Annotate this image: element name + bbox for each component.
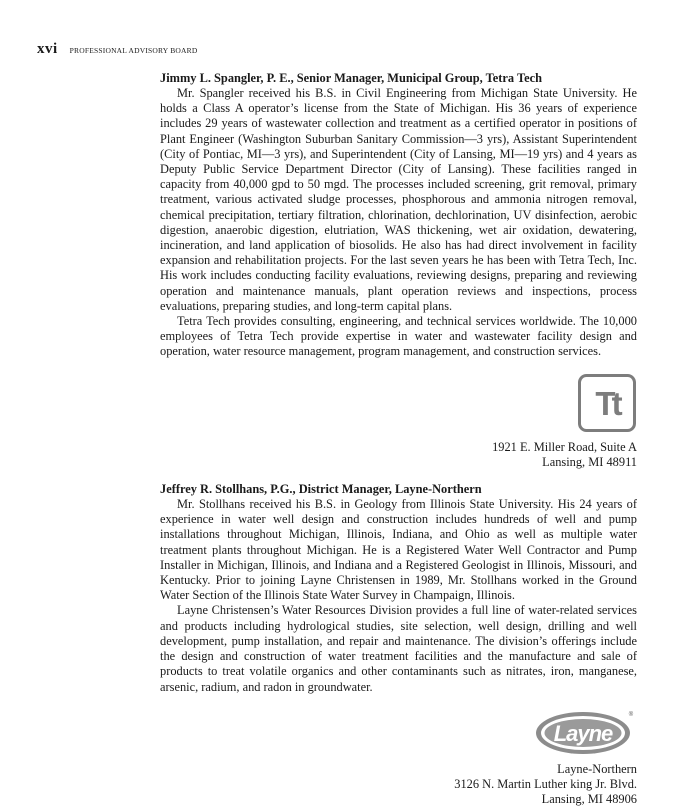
registered-mark: ® (628, 711, 634, 718)
bio-paragraph: Mr. Stollhans received his B.S. in Geology from Illinois State University. His 24 years of experience in water well design and construction includes hundreds of well and pump installations throughout Michigan, Illinois, Indiana, and Ohio as well as multiple water treatment plants throughout Michigan. He is a Registered Water Well Contractor and Pump Installer in Michigan, Illinois, and Indiana and a Registered Geologist in Illinois, Missouri, and Kentucky. Prior to joining Layne Christensen in 1989, Mr. Stollhans worked in the Ground Water Section of the Illinois State Water Survey in Champaign, Illinois. (160, 497, 637, 603)
entry-spangler (160, 71, 637, 470)
page-body (160, 71, 637, 807)
logo-row (160, 695, 637, 757)
tetra-tech-logo (578, 374, 636, 432)
entry-stollhans (160, 482, 637, 807)
logo-row (160, 360, 637, 432)
bio-paragraph: Mr. Spangler received his B.S. in Civil Engineering from Michigan State University. He holds a Class A operator’s license from the State of Michigan. His 36 years of experience includes 29 years of wastewater collection and treatment as a certified operator in positions of Plant Engineer (Washington Suburban Sanitary Commission—3 yrs), Assistant Superintendent (City of Pontiac, MI—3 yrs), and Superintendent (City of Lansing, MI—19 yrs) and 4 years as Deputy Public Service Department Director (City of Lansing). These facilities ranged in capacity from 40,000 gpd to 50 mgd. The processes included screening, grit removal, primary treatment, various activated sludge processes, phosphorous and ammonia nitrogen removal, chemical precipitation, tertiary filtration, chlorination, dechlorination, UV disinfection, aerobic digestion, anaerobic digestion, elutriation, WAS thickening, wet air oxidation, dewatering, incineration, and land application of biosolids. He also has had direct involvement in facility expansion and rehabilitation projects. For the last seven years he has been with Tetra Tech, Inc. His work includes conducting facility evaluations, reviewing designs, preparing and reviewing operation and maintenance manuals, plant operation reviews and inspections, process evaluations, preparing studies, and long-term capital plans. (160, 86, 637, 313)
company-paragraph: Tetra Tech provides consulting, engineering, and technical services worldwide. The 10,000 employees of Tetra Tech provide expertise in water and wastewater facility design and operation, water resource management, program management, and construction services. (160, 314, 637, 359)
address-line: 1921 E. Miller Road, Suite A (492, 439, 637, 454)
running-head (37, 40, 197, 58)
address-line: Lansing, MI 48906 (541, 792, 637, 807)
tetra-tech-logo-text: Tt (595, 384, 619, 422)
address-line: Layne-Northern (557, 761, 637, 776)
running-title: PROFESSIONAL ADVISORY BOARD (69, 46, 198, 55)
company-paragraph: Layne Christensen’s Water Resources Division provides a full line of water-related services and products including hydrological studies, site selection, well design, drilling and well development, pump installation, and repair and maintenance. The division’s offerings include the design and construction of water treatment facilities and the manufacture and sale of products to treat volatile organics and other contaminants such as nitrates, iron, manganese, arsenic, radium, and radon in groundwater. (160, 603, 637, 694)
entry-heading: Jeffrey R. Stollhans, P.G., District Manager, Layne-Northern (160, 482, 482, 497)
page-number: xvi (37, 41, 58, 57)
layne-address (160, 762, 637, 807)
entry-heading: Jimmy L. Spangler, P. E., Senior Manager, Municipal Group, Tetra Tech (160, 71, 542, 85)
address-line: 3126 N. Martin Luther king Jr. Blvd. (454, 776, 637, 791)
layne-logo-text: Layne (553, 720, 613, 746)
address-line: Lansing, MI 48911 (542, 454, 637, 469)
tetra-tech-address (160, 440, 637, 470)
layne-logo (533, 707, 637, 757)
